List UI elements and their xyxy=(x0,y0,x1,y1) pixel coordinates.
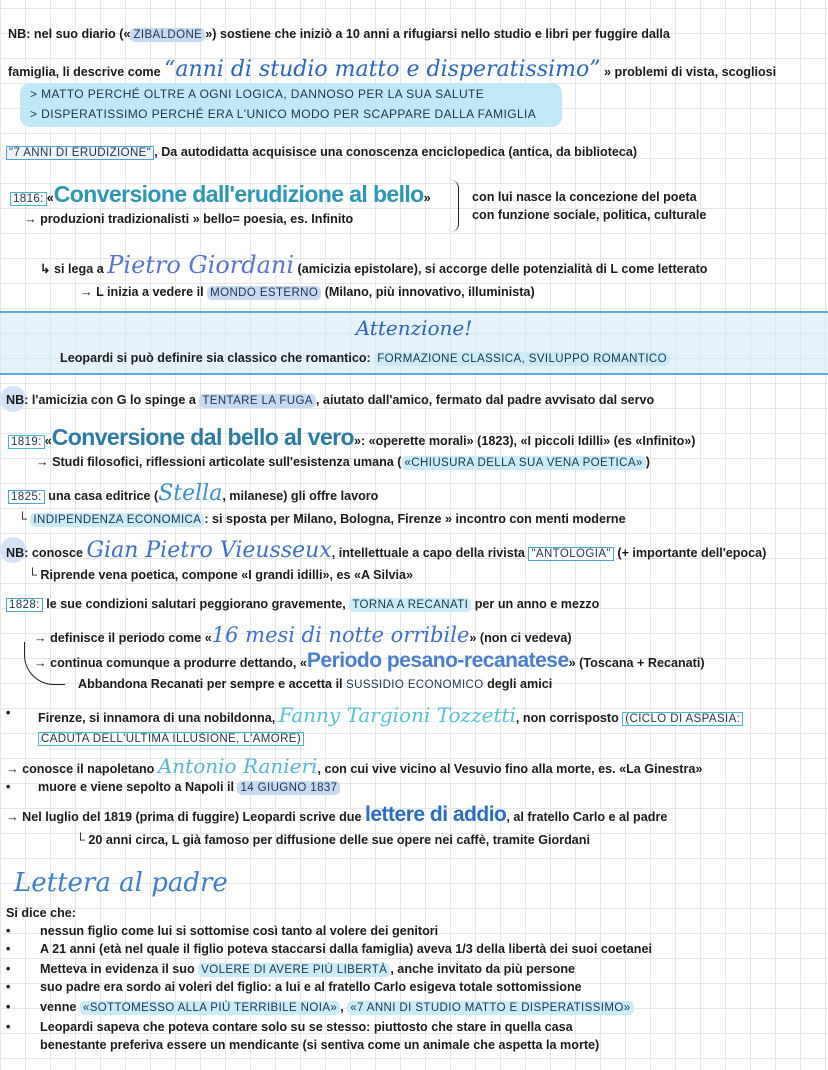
highlight: «CHIUSURA DELLA SUA VENA POETICA» xyxy=(402,456,646,470)
text: » (Toscana + Recanati) xyxy=(568,656,705,670)
box-line: > MATTO PERCHÉ OLTRE A OGNI LOGICA, DANNOSO PER LA SUA SALUTE xyxy=(30,87,485,101)
text: → Nel luglio del 1819 (prima di fuggire) Leopardi scrive due xyxy=(6,810,366,824)
bullet: • xyxy=(6,780,11,794)
big-heading: Periodo pesano-recanatese xyxy=(306,649,569,672)
highlight: TENTARE LA FUGA xyxy=(199,394,316,408)
text: → continua comunque a produrre dettando, « xyxy=(34,656,307,670)
text: NB: nel suo diario (« xyxy=(8,27,131,41)
note-line xyxy=(18,510,626,529)
text: , non corrisposto xyxy=(515,711,623,725)
note-line xyxy=(6,391,654,410)
text: Leopardi si può definire sia classico che romantico: xyxy=(60,351,375,365)
text: una casa editrice ( xyxy=(44,489,159,503)
highlight: FORMAZIONE CLASSICA, SVILUPPO ROMANTICO xyxy=(374,352,670,366)
highlight: INDIPENDENZA ECONOMICA xyxy=(30,513,204,527)
script-name: Antonio Ranieri xyxy=(157,754,318,778)
text: ) xyxy=(645,455,650,469)
script-quote: 16 mesi di notte orribile xyxy=(211,623,470,647)
note-line: → produzioni tradizionalisti » bello= poesia, es. Infinito xyxy=(24,212,354,226)
text: └ xyxy=(18,512,31,526)
text: per un anno e mezzo xyxy=(471,597,600,611)
text: , anche invitato da più persone xyxy=(390,962,576,976)
highlight-zibaldone: ZIBALDONE xyxy=(130,28,205,42)
year-label: 1828: xyxy=(6,598,43,612)
heading-1819 xyxy=(8,423,696,456)
bullet: • xyxy=(6,1000,11,1014)
text: → conosce il napoletano xyxy=(6,762,158,776)
note-line: con funzione sociale, politica, culturale xyxy=(472,208,707,222)
script-quote: “anni di studio matto e disperatissimo” xyxy=(164,57,601,82)
intro: Si dice che: xyxy=(6,906,76,920)
big-heading: Conversione dal bello al vero xyxy=(51,424,354,450)
bullet: • xyxy=(6,980,11,994)
note-line xyxy=(6,595,599,614)
note-line xyxy=(78,675,552,694)
note-line xyxy=(6,802,667,830)
list-item: A 21 anni (età nel quale il figlio poteva staccarsi dalla famiglia) aveva 1/3 della libertà dei suoi coetanei xyxy=(40,942,652,956)
text: NB: l'amicizia con G lo spinge a xyxy=(6,393,200,407)
text: » problemi di vista, scogliosi xyxy=(600,65,777,79)
text: , aiutato dall'amico, fermato dal padre avvisato dal servo xyxy=(315,393,655,407)
text: , al fratello Carlo e al padre xyxy=(506,810,668,824)
text: Abbandona Recanati per sempre e accetta il xyxy=(78,677,347,691)
text: Firenze, si innamora di una nobildonna, xyxy=(38,711,279,725)
boxed-label: (CICLO DI ASPASIA: xyxy=(622,712,743,726)
script-name: Fanny Targioni Tozzetti xyxy=(278,703,516,727)
note-line xyxy=(6,143,637,162)
note-line xyxy=(38,703,743,731)
highlight: VOLERE DI AVERE PIÙ LIBERTÀ xyxy=(198,963,390,977)
note-line xyxy=(6,538,766,567)
text: le sue condizioni salutari peggiorano gravemente, xyxy=(42,597,350,611)
highlight: TORNA A RECANATI xyxy=(349,598,471,612)
note-line xyxy=(8,25,670,44)
attention-text xyxy=(60,349,670,368)
text: (+ importante dell'epoca) xyxy=(613,546,767,560)
text: → Studi filosofici, riflessioni articolate sull'esistenza umana ( xyxy=(36,455,402,469)
bullet: • xyxy=(6,942,11,956)
note-line: con lui nasce la concezione del poeta xyxy=(472,190,697,204)
note-line xyxy=(8,58,776,84)
bullet: • xyxy=(6,962,11,976)
section-title: Lettera al padre xyxy=(14,868,228,898)
script-name: Pietro Giordani xyxy=(107,251,295,279)
highlight: «SOTTOMESSO ALLA PIÙ TERRIBILE NOIA» xyxy=(80,1001,340,1015)
text: famiglia, li descrive come xyxy=(8,65,165,79)
text: ») sostiene che iniziò a 10 anni a rifugiarsi nello studio e libri per fuggire dalla xyxy=(205,27,670,41)
highlight: 14 GIUGNO 1837 xyxy=(237,781,340,795)
text: ↳ si lega a xyxy=(40,262,108,276)
text: → L inizia a vedere il xyxy=(80,285,208,299)
script-name: Stella xyxy=(158,481,223,506)
list-item xyxy=(40,998,634,1017)
attention-title: Attenzione! xyxy=(355,316,473,340)
brace xyxy=(448,180,459,232)
highlight: MONDO ESTERNO xyxy=(207,286,321,300)
note-line xyxy=(36,453,650,472)
text: (Milano, più innovativo, illuminista) xyxy=(321,285,535,299)
text: venne xyxy=(40,1000,80,1014)
note-line xyxy=(38,778,340,797)
note-line xyxy=(80,283,535,302)
highlight-box xyxy=(20,83,562,127)
list-item: nessun figlio come lui si sottomise così tanto al volere dei genitori xyxy=(40,924,439,938)
text: » (non ci vedeva) xyxy=(469,631,572,645)
text: NB: conosce xyxy=(6,546,87,560)
text: « xyxy=(44,434,52,448)
note-line xyxy=(34,622,572,651)
text: » xyxy=(423,191,431,205)
big-heading: lettere di addio xyxy=(365,803,507,826)
note-line xyxy=(40,252,707,282)
attention-banner xyxy=(0,311,828,375)
note-line: └ 20 anni circa, L già famoso per diffusione delle sue opere nei caffè, tramite Giordani xyxy=(76,833,590,847)
bullet: • xyxy=(6,924,11,938)
script-name: Gian Pietro Vieusseux xyxy=(86,538,332,563)
text: , con cui vive vicino al Vesuvio fino alla morte, es. «La Ginestra» xyxy=(317,762,703,776)
year-label: 1816: xyxy=(10,192,47,206)
bullet: • xyxy=(6,706,11,720)
list-item: Leopardi sapeva che poteva contare solo su se stesso: piuttosto che stare in quella casa xyxy=(40,1020,573,1034)
boxed-label: CADUTA DELL'ULTIMA ILLUSIONE, L'AMORE) xyxy=(38,732,304,746)
text: → definisce il periodo come « xyxy=(34,631,212,645)
boxed-label: "7 ANNI DI ERUDIZIONE" xyxy=(6,146,154,160)
note-line xyxy=(8,482,378,509)
text: , intellettuale a capo della rivista xyxy=(331,546,529,560)
bullet: • xyxy=(6,1020,11,1034)
text: muore e viene sepolto a Napoli il xyxy=(38,780,238,794)
text: « xyxy=(46,191,54,205)
highlight: «7 ANNI DI STUDIO MATTO E DISPERATISSIMO» xyxy=(347,1001,633,1015)
text: , milanese) gli offre lavoro xyxy=(222,489,379,503)
box-line: > DISPERATISSIMO PERCHÉ ERA L'UNICO MODO PER SCAPPARE DALLA FAMIGLIA xyxy=(30,107,537,121)
note-line: └ Riprende vena poetica, compone «I grandi idilli», es «A Silvia» xyxy=(28,568,413,582)
note-line xyxy=(38,729,304,748)
list-item-continued: benestante preferiva essere un mendicante (si sentiva come un animale che aspetta la morte) xyxy=(40,1038,600,1052)
text: , xyxy=(340,1000,348,1014)
note-line xyxy=(6,754,702,781)
caps-text: SUSSIDIO ECONOMICO xyxy=(346,679,484,691)
list-item: suo padre era sordo ai voleri del figlio: a lui e al fratello Carlo esigeva totale sottomissione xyxy=(40,980,582,994)
text: degli amici xyxy=(483,677,553,691)
text: , Da autodidatta acquisisce una conoscenza enciclopedica (antica, da biblioteca) xyxy=(154,145,638,159)
note-line xyxy=(34,649,705,675)
text: (amicizia epistolare), si accorge delle potenzialità di L come letterato xyxy=(294,262,708,276)
boxed-label: "ANTOLOGIA" xyxy=(528,547,613,561)
text: : si sposta per Milano, Bologna, Firenze » incontro con menti moderne xyxy=(204,512,626,526)
big-heading: Conversione dall'erudizione al bello xyxy=(53,181,424,207)
heading-1816 xyxy=(10,180,431,213)
list-item xyxy=(40,960,575,979)
year-label: 1819: xyxy=(8,435,45,449)
text: »: «operette morali» (1823), «I piccoli Idilli» (es «Infinito») xyxy=(353,434,696,448)
text: Metteva in evidenza il suo xyxy=(40,962,199,976)
year-label: 1825: xyxy=(8,490,45,504)
